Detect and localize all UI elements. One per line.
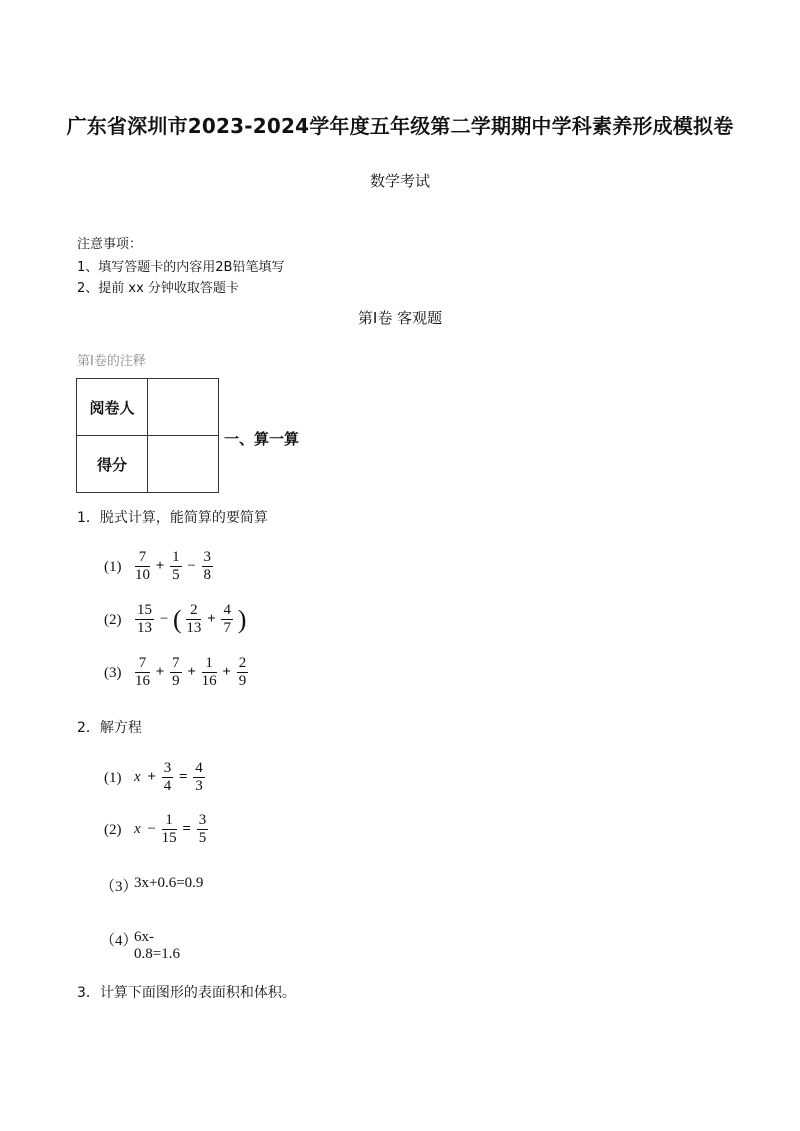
item-number: (2) — [104, 822, 122, 838]
operator: + — [155, 664, 165, 680]
numerator: 2 — [186, 602, 201, 620]
fraction — [135, 549, 150, 584]
fraction — [186, 602, 201, 637]
numerator: 1 — [172, 549, 180, 565]
denominator: 4 — [163, 778, 172, 794]
numerator: 3 — [203, 549, 212, 565]
operator: + — [187, 664, 196, 680]
part-title: 一、算一算 — [224, 430, 300, 448]
fraction — [221, 602, 233, 637]
denominator: 9 — [238, 673, 247, 689]
math-expression — [134, 549, 214, 584]
question-1-label: 1．脱式计算，能简算的要简算 — [77, 510, 268, 526]
operator: + — [207, 611, 216, 627]
numerator: 7 — [135, 549, 150, 567]
fraction — [162, 760, 174, 795]
numerator: 1 — [162, 812, 177, 830]
right-paren: ) — [237, 604, 247, 634]
fraction — [193, 760, 205, 795]
left-paren: ( — [172, 604, 182, 634]
variable: x — [134, 821, 141, 837]
item-number: （4） — [100, 933, 138, 949]
denominator: 9 — [172, 673, 180, 689]
numerator: 3 — [163, 760, 172, 776]
item-number: (1) — [104, 559, 122, 575]
math-expression — [134, 602, 246, 637]
equals-sign: = — [182, 821, 191, 837]
denominator: 16 — [201, 673, 217, 689]
numerator: 3 — [198, 812, 207, 828]
denominator: 10 — [135, 567, 150, 583]
denominator: 15 — [161, 830, 177, 846]
fraction — [202, 549, 214, 584]
equation-text: 3x+0.6=0.9 — [134, 875, 204, 891]
operator: + — [147, 769, 156, 785]
equals-sign: = — [178, 769, 188, 785]
fraction — [135, 602, 154, 637]
score-cell — [148, 436, 219, 493]
question-3-label: 3．计算下面图形的表面积和体积。 — [77, 985, 296, 1001]
denominator: 7 — [223, 620, 231, 636]
fraction — [202, 655, 217, 690]
grader-box — [76, 378, 219, 493]
denominator: 16 — [135, 673, 150, 689]
math-expression — [134, 760, 206, 795]
numerator: 7 — [135, 655, 150, 673]
numerator: 15 — [137, 602, 152, 618]
denominator: 5 — [198, 830, 207, 846]
numerator: 4 — [223, 602, 231, 618]
equation-text: 6x-0.8=1.6 — [134, 929, 180, 962]
operator: + — [155, 558, 165, 574]
item-number: （3） — [100, 879, 138, 895]
section-note: 第Ⅰ卷的注释 — [77, 354, 146, 369]
denominator: 13 — [186, 620, 202, 636]
numerator: 2 — [238, 655, 247, 671]
fraction — [170, 549, 182, 584]
notes-heading: 注意事项： — [77, 237, 143, 252]
denominator: 5 — [172, 567, 180, 583]
exam-subtitle: 数学考试 — [369, 172, 430, 190]
numerator: 4 — [195, 760, 203, 776]
reviewer-cell — [148, 379, 219, 436]
denominator: 13 — [137, 620, 152, 636]
operator: − — [159, 611, 169, 627]
note-item: 1、填写答题卡的内容用2B铅笔填写 — [77, 260, 285, 275]
item-number: (2) — [104, 612, 122, 628]
item-number: (1) — [104, 770, 122, 786]
fraction — [162, 812, 177, 847]
fraction — [135, 655, 150, 690]
fraction — [170, 655, 182, 690]
operator: − — [187, 558, 196, 574]
score-label: 得分 — [77, 436, 148, 493]
denominator: 8 — [203, 567, 212, 583]
reviewer-label: 阅卷人 — [77, 379, 148, 436]
fraction — [197, 812, 209, 847]
numerator: 7 — [172, 655, 180, 671]
numerator: 1 — [202, 655, 217, 673]
item-number: (3) — [104, 665, 122, 681]
page-title: 广东省深圳市2023-2024学年度五年级第二学期期中学科素养形成模拟卷 — [66, 114, 734, 138]
denominator: 3 — [195, 778, 203, 794]
math-expression — [134, 655, 249, 690]
fraction — [237, 655, 249, 690]
math-expression — [134, 812, 209, 847]
variable: x — [134, 769, 141, 785]
note-item: 2、提前 xx 分钟收取答题卡 — [77, 281, 239, 296]
question-2-label: 2．解方程 — [77, 720, 142, 736]
operator: − — [147, 821, 156, 837]
section-title: 第Ⅰ卷 客观题 — [357, 309, 443, 327]
operator: + — [222, 664, 231, 680]
